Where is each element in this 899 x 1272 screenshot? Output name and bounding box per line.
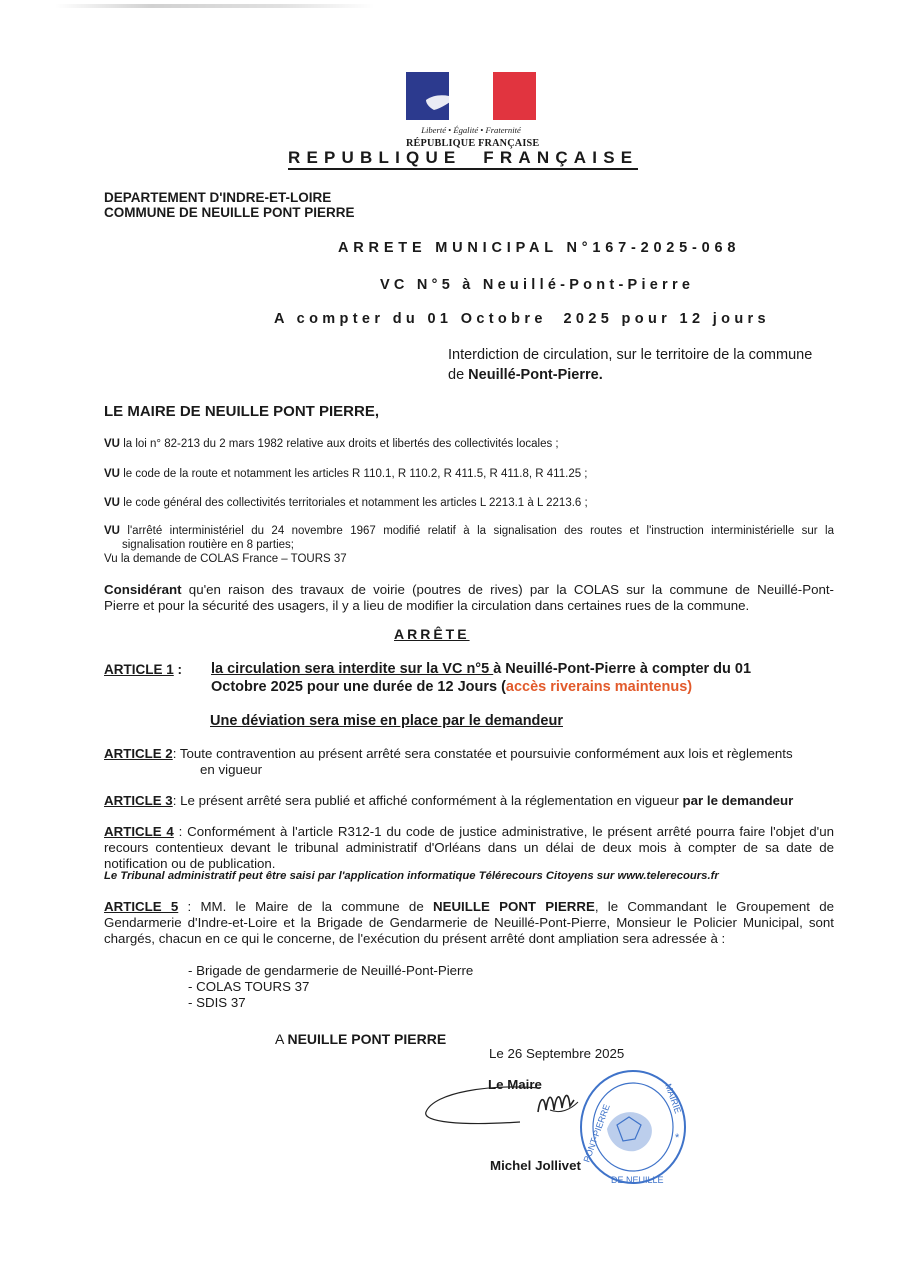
article-1-red-note: accès riverains maintenus) bbox=[505, 679, 693, 695]
signature-title: Le Maire bbox=[488, 1077, 542, 1092]
vu-keyword: VU bbox=[104, 438, 120, 450]
svg-text:MAIRIE: MAIRIE bbox=[663, 1082, 684, 1115]
vu-text: le code général des collectivités territoriales et notamment les articles L 2213.1 à L 2213.6 ; bbox=[123, 497, 588, 509]
vu-text: le code de la route et notamment les articles R 110.1, R 110.2, R 411.5, R 411.8, R 411.25 ; bbox=[123, 468, 588, 480]
article-1-line-1: la circulation sera interdite sur la VC n°5 à Neuillé-Pont-Pierre à compter du 01 bbox=[211, 661, 752, 677]
department: DEPARTEMENT D'INDRE-ET-LOIRE bbox=[104, 190, 332, 205]
decree-road: VC N°5 à Neuillé-Pont-Pierre bbox=[380, 277, 695, 293]
article-4-line-2: recours contentieux devant le tribunal administratif d'Orléans dans un délai de deux mois à compter de sa date de bbox=[104, 840, 834, 855]
considerant-text: qu'en raison des travaux de voirie (poutres de rives) par la COLAS sur la commune de Neuillé-Pont- bbox=[181, 582, 834, 597]
considerant-line-1 bbox=[104, 582, 834, 598]
recipient-item: - COLAS TOURS 37 bbox=[188, 979, 310, 994]
article-5-line-2: Gendarmerie d'Indre-et-Loire et la Brigade de Gendarmerie de Neuillé-Pont-Pierre, Monsieur le Policier Municipal, sont bbox=[104, 915, 834, 930]
decree-number: ARRETE MUNICIPAL N°167-2025-068 bbox=[338, 240, 741, 256]
considerant-line-2: Pierre et pour la sécurité des usagers, il y a lieu de modifier la circulation dans certaines rues de la commune. bbox=[104, 598, 750, 613]
subject-line-1: Interdiction de circulation, sur le territoire de la commune bbox=[448, 347, 813, 363]
arrete-heading: ARRÊTE bbox=[394, 626, 470, 642]
article-1-line-2: Octobre 2025 pour une durée de 12 Jours (accès riverains maintenus) bbox=[211, 679, 693, 695]
recipient-item: - Brigade de gendarmerie de Neuillé-Pont-Pierre bbox=[188, 963, 474, 978]
subject-line-2 bbox=[448, 365, 812, 385]
svg-text:PONT-PIERRE: PONT-PIERRE bbox=[581, 1102, 612, 1164]
signer-name: Michel Jollivet bbox=[490, 1158, 581, 1173]
article-3-label: ARTICLE 3 bbox=[104, 793, 173, 808]
marianne-flag-icon bbox=[406, 72, 536, 120]
vu-item bbox=[104, 525, 834, 537]
decree-subject bbox=[448, 345, 812, 385]
article-2 bbox=[104, 746, 793, 762]
article-4-line-3: notification ou de publication. bbox=[104, 856, 276, 871]
article-4-telerecours: Le Tribunal administratif peut être saisi par l'application informatique Télérecours Citoyens sur www.telerecours.fr bbox=[104, 870, 719, 882]
vu-text: l'arrêté interministériel du 24 novembre 1967 modifié relatif à la signalisation des routes et l'instruction interministérielle sur la bbox=[127, 525, 835, 537]
subject-de: de bbox=[448, 367, 469, 383]
article-5-line-1: ARTICLE 5 : MM. le Maire de la commune de NEUILLE PONT PIERRE, le Commandant le Groupement de bbox=[104, 899, 834, 914]
considerant-keyword: Considérant bbox=[104, 582, 182, 597]
deviation-note: Une déviation sera mise en place par le demandeur bbox=[210, 713, 563, 729]
signature-place: A NEUILLE PONT PIERRE bbox=[275, 1031, 447, 1047]
article-3-text: : Le présent arrêté sera publié et affiché conformément à la réglementation en vigueur bbox=[172, 793, 683, 808]
article-4-line-1: ARTICLE 4 : Conformément à l'article R312-1 du code de justice administrative, le présent arrêté pourra faire l'objet d'un bbox=[104, 824, 834, 839]
mayor-heading: LE MAIRE DE NEUILLE PONT PIERRE, bbox=[104, 403, 380, 420]
vu-text: la loi n° 82-213 du 2 mars 1982 relative aux droits et libertés des collectivités locales ; bbox=[123, 438, 559, 450]
commune: COMMUNE DE NEUILLE PONT PIERRE bbox=[104, 205, 355, 220]
article-1-text bbox=[211, 660, 751, 696]
vu-request: Vu la demande de COLAS France – TOURS 37 bbox=[104, 553, 347, 565]
vu-item bbox=[104, 468, 588, 480]
subject-place: Neuillé-Pont-Pierre. bbox=[468, 367, 603, 383]
article-1-label: ARTICLE 1 : bbox=[104, 662, 183, 677]
svg-text:*: * bbox=[675, 1132, 680, 1144]
article-2-text: : Toute contravention au présent arrêté sera constatée et poursuivie conformément aux lois et règlements bbox=[172, 746, 793, 761]
signature-date: Le 26 Septembre 2025 bbox=[489, 1046, 625, 1061]
decree-period: A compter du 01 Octobre 2025 pour 12 jours bbox=[274, 311, 770, 327]
article-4-label: ARTICLE 4 bbox=[104, 824, 174, 839]
republic-title: REPUBLIQUE FRANÇAISE bbox=[288, 148, 638, 170]
svg-text:DE NEUILLE: DE NEUILLE bbox=[611, 1175, 664, 1185]
recipient-item: - SDIS 37 bbox=[188, 995, 246, 1010]
vu-text-continued: signalisation routière en 8 parties; bbox=[122, 539, 294, 551]
scan-artifact bbox=[55, 4, 375, 8]
article-2-label: ARTICLE 2 bbox=[104, 746, 173, 761]
vu-item bbox=[104, 438, 559, 450]
article-2-text-continued: en vigueur bbox=[200, 762, 263, 777]
vu-keyword: VU bbox=[104, 525, 120, 537]
marianne-logo bbox=[406, 72, 540, 149]
vu-keyword: VU bbox=[104, 468, 120, 480]
article-5-line-3: chargés, chacun en ce qui le concerne, de l'exécution du présent arrêté dont ampliation sera adressée à : bbox=[104, 931, 726, 946]
republic-small-title: RÉPUBLIQUE FRANÇAISE bbox=[406, 138, 540, 149]
vu-keyword: VU bbox=[104, 497, 120, 509]
vu-item bbox=[104, 497, 588, 509]
handwritten-signature-icon bbox=[420, 1080, 600, 1130]
article-3-bold: par le demandeur bbox=[682, 793, 794, 808]
article-3 bbox=[104, 793, 793, 809]
article-5-label: ARTICLE 5 bbox=[104, 899, 179, 914]
motto: Liberté • Égalité • Fraternité bbox=[421, 125, 521, 135]
